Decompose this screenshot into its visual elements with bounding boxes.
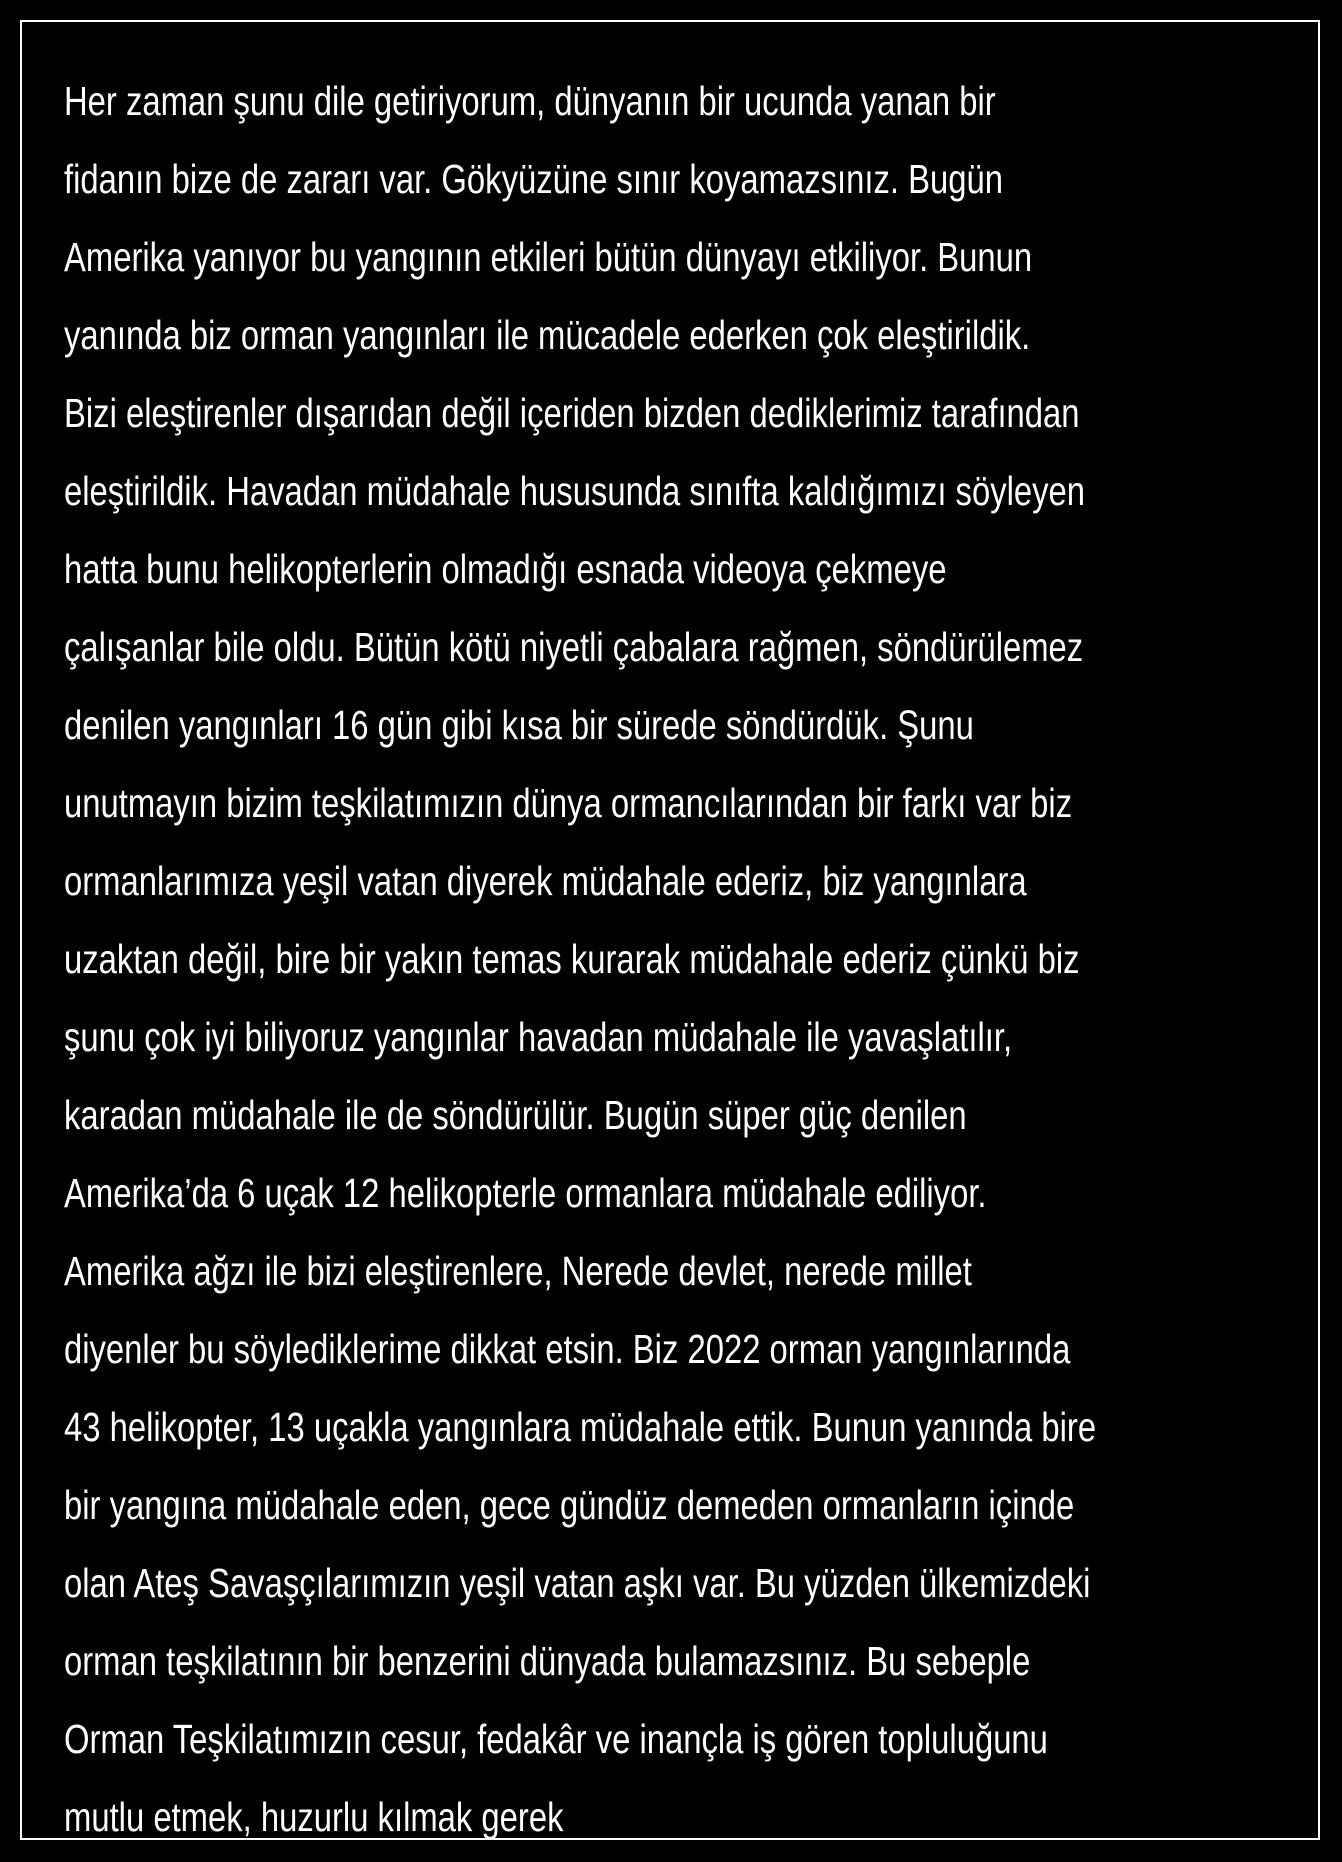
quote-line: 43 helikopter, 13 uçakla yangınlara müdahale ettik. Bunun yanında bire: [64, 1404, 1097, 1450]
quote-line: karadan müdahale ile de söndürülür. Bugün süper güç denilen: [64, 1092, 967, 1138]
quote-line: Amerika’da 6 uçak 12 helikopterle ormanlara müdahale ediliyor.: [64, 1170, 987, 1216]
quote-line: uzaktan değil, bire bir yakın temas kurarak müdahale ederiz çünkü biz: [64, 936, 1080, 982]
quote-line: hatta bunu helikopterlerin olmadığı esnada videoya çekmeye: [64, 546, 947, 592]
quote-line: Her zaman şunu dile getiriyorum, dünyanın bir ucunda yanan bir: [64, 78, 996, 124]
quote-line: Orman Teşkilatımızın cesur, fedakâr ve inançla iş gören topluluğunu: [64, 1716, 1048, 1762]
quote-line: fidanın bize de zararı var. Gökyüzüne sınır koyamazsınız. Bugün: [64, 156, 1003, 202]
quote-line: Bizi eleştirenler dışarıdan değil içeriden bizden dediklerimiz tarafından: [64, 390, 1080, 436]
quote-frame: [20, 20, 1320, 1840]
quote-text: [64, 62, 1294, 1856]
quote-line: olan Ateş Savaşçılarımızın yeşil vatan aşkı var. Bu yüzden ülkemizdeki: [64, 1560, 1091, 1606]
quote-line: denilen yangınları 16 gün gibi kısa bir sürede söndürdük. Şunu: [64, 702, 974, 748]
quote-line: yanında biz orman yangınları ile mücadele ederken çok eleştirildik.: [64, 312, 1031, 358]
quote-line: mutlu etmek, huzurlu kılmak gerek: [64, 1794, 564, 1840]
quote-line: eleştirildik. Havadan müdahale hususunda sınıfta kaldığımızı söyleyen: [64, 468, 1086, 514]
quote-line: Amerika ağzı ile bizi eleştirenlere, Nerede devlet, nerede millet: [64, 1248, 972, 1294]
quote-line: unutmayın bizim teşkilatımızın dünya ormancılarından bir farkı var biz: [64, 780, 1073, 826]
quote-line: çalışanlar bile oldu. Bütün kötü niyetli çabalara rağmen, söndürülemez: [64, 624, 1084, 670]
quote-line: orman teşkilatının bir benzerini dünyada bulamazsınız. Bu sebeple: [64, 1638, 1031, 1684]
quote-line: ormanlarımıza yeşil vatan diyerek müdahale ederiz, biz yangınlara: [64, 858, 1027, 904]
quote-line: şunu çok iyi biliyoruz yangınlar havadan müdahale ile yavaşlatılır,: [64, 1014, 1013, 1060]
quote-line: diyenler bu söylediklerime dikkat etsin. Biz 2022 orman yangınlarında: [64, 1326, 1071, 1372]
quote-line: bir yangına müdahale eden, gece gündüz demeden ormanların içinde: [64, 1482, 1075, 1528]
quote-line: Amerika yanıyor bu yangının etkileri bütün dünyayı etkiliyor. Bunun: [64, 234, 1033, 280]
